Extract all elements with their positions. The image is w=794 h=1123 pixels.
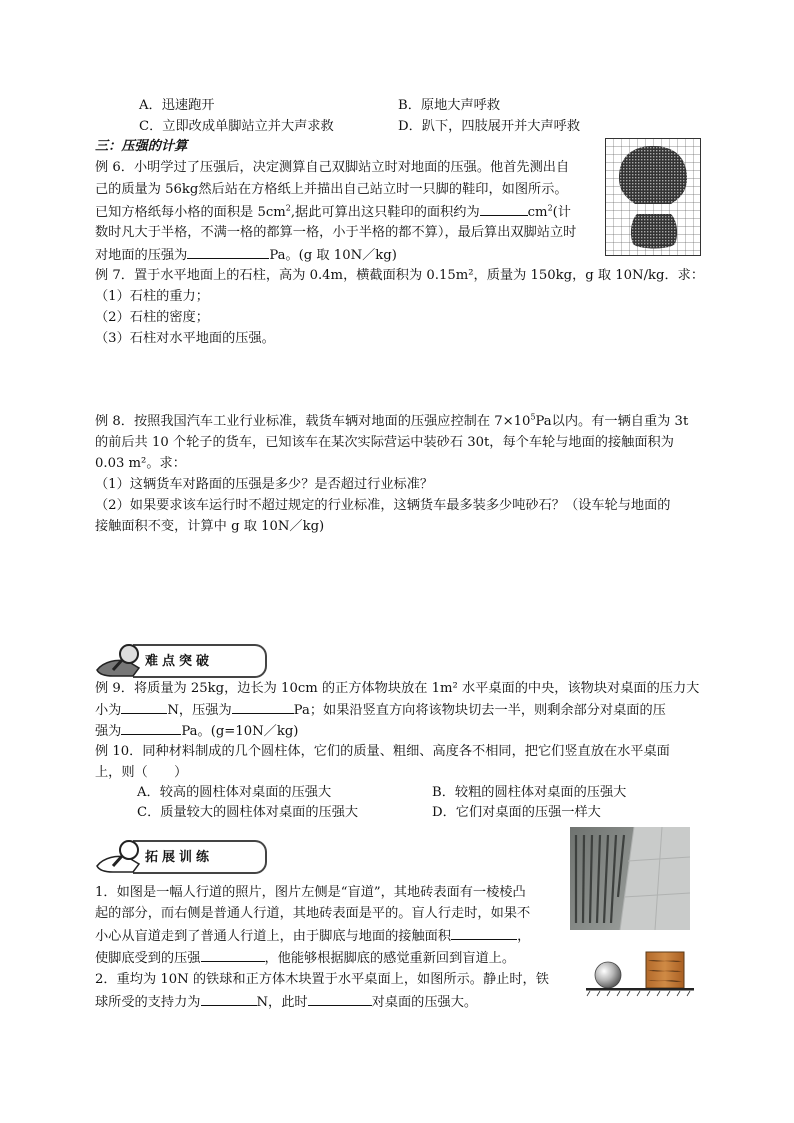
ex8-q1: （1）这辆货车对路面的压强是多少？是否超过行业标准？ bbox=[95, 477, 434, 492]
section-banner-extension bbox=[93, 836, 273, 876]
ball-and-block-figure bbox=[586, 950, 694, 998]
answer-blank[interactable] bbox=[187, 246, 269, 259]
answer-blank[interactable] bbox=[201, 993, 257, 1006]
t1-line1: 1．如图是一幅人行道的照片，图片左侧是“盲道”，其地砖表面有一棱棱凸 bbox=[95, 885, 526, 900]
ex10-option-d: D．它们对桌面的压强一样大 bbox=[432, 805, 601, 820]
banner-title: 拓展训练 bbox=[145, 850, 214, 865]
ex6-line1: 例 6．小明学过了压强后，决定测算自己双脚站立时对地面的压强。他首先测出自 bbox=[95, 160, 570, 175]
option-a: A．迅速跑开 bbox=[139, 98, 215, 113]
option-d: D．趴下，四肢展开并大声呼救 bbox=[398, 119, 581, 134]
ex7-q3: （3）石柱对水平地面的压强。 bbox=[95, 331, 275, 346]
magnifier-hand-icon bbox=[93, 640, 151, 680]
t1-line3: 小心从盲道走到了普通人行道上，由于脚底与地面的接触面积 ， bbox=[95, 929, 531, 944]
option-c: C．立即改成单脚站立并大声求救 bbox=[139, 119, 334, 134]
option-b: B．原地大声呼救 bbox=[398, 98, 501, 113]
answer-blank[interactable] bbox=[201, 949, 265, 962]
ex10-line2: 上，则（ ） bbox=[95, 765, 188, 780]
section-banner-difficulty bbox=[93, 640, 273, 680]
ex8-q2: （2）如果要求该车运行时不超过规定的行业标准，这辆货车最多装多少吨砂石？（设车轮与地面的 bbox=[95, 498, 671, 513]
ex9-line1: 例 9．将质量为 25kg，边长为 10cm 的正方体物块放在 1m² 水平桌面的中央，该物块对桌面的压力大 bbox=[95, 681, 700, 696]
ex9-line2: 小为 N，压强为 Pa；如果沿竖直方向将该物块切去一半，则剩余部分对桌面的压 bbox=[95, 703, 666, 718]
answer-blank[interactable] bbox=[121, 722, 181, 735]
t2-line1: 2．重均为 10N 的铁球和正方体木块置于水平桌面上，如图所示。静止时，铁 bbox=[95, 972, 549, 987]
ex8-line3: 0.03 m²。求： bbox=[95, 456, 186, 471]
sidewalk-photo bbox=[570, 827, 690, 930]
ex10-option-b: B．较粗的圆柱体对桌面的压强大 bbox=[432, 785, 627, 800]
ex10-option-a: A．较高的圆柱体对桌面的压强大 bbox=[137, 785, 332, 800]
ex6-line3: 已知方格纸每小格的面积是 $5cm^2$,据此可算出这只鞋印的面积约为 $cm^2$(计 bbox=[95, 203, 571, 220]
t2-line2: 球所受的支持力为 N，此时 对桌面的压强大。 bbox=[95, 995, 478, 1010]
answer-blank[interactable] bbox=[308, 993, 372, 1006]
ex6-line2: 己的质量为 56kg然后站在方格纸上并描出自己站立时一只脚的鞋印，如图所示。 bbox=[95, 182, 568, 197]
ex6-line5: 对地面的压强为 Pa。(g 取 10N／kg) bbox=[95, 248, 397, 263]
shoe-print-figure bbox=[605, 138, 701, 256]
ex8-line1: 例 8．按照我国汽车工业行业标准，载货车辆对地面的压强应控制在 $7\times 10^5Pa$以内。有一辆自重为 3t bbox=[95, 412, 689, 429]
ex7-q1: （1）石柱的重力； bbox=[95, 289, 209, 304]
ex10-line1: 例 10．同种材料制成的几个圆柱体，它们的质量、粗细、高度各不相同，把它们竖直放在水平桌面 bbox=[95, 744, 670, 759]
answer-blank[interactable] bbox=[232, 701, 294, 714]
banner-title: 难点突破 bbox=[145, 654, 214, 669]
answer-blank[interactable] bbox=[451, 927, 517, 940]
ex7-line1: 例 7．置于水平地面上的石柱，高为 0.4m，横截面积为 0.15m²，质量为 150kg，g 取 10N/kg．求： bbox=[95, 268, 705, 283]
ex9-line3: 强为 Pa。(g=10N／kg) bbox=[95, 724, 299, 739]
answer-blank[interactable] bbox=[121, 701, 167, 714]
answer-blank[interactable] bbox=[480, 203, 528, 216]
ex7-q2: （2）石柱的密度； bbox=[95, 310, 209, 325]
ex6-line4: 数时凡大于半格，不满一格的都算一格，小于半格的都不算），最后算出双脚站立时 bbox=[95, 225, 577, 240]
ex10-option-c: C．质量较大的圆柱体对桌面的压强大 bbox=[137, 805, 359, 820]
t1-line4: 使脚底受到的压强 ，他能够根据脚底的感觉重新回到盲道上。 bbox=[95, 951, 516, 966]
ex8-line2: 的前后共 10 个轮子的货车，已知该车在某次实际营运中装砂石 30t，每个车轮与地面的接触面积为 bbox=[95, 435, 674, 450]
magnifier-hand-icon bbox=[93, 836, 151, 876]
section-title: 三：压强的计算 bbox=[95, 139, 188, 154]
t1-line2: 起的部分，而右侧是普通人行道，其地砖表面是平的。盲人行走时，如果不 bbox=[95, 906, 531, 921]
ex8-q2-cont: 接触面积不变，计算中 g 取 10N／kg) bbox=[95, 519, 325, 534]
